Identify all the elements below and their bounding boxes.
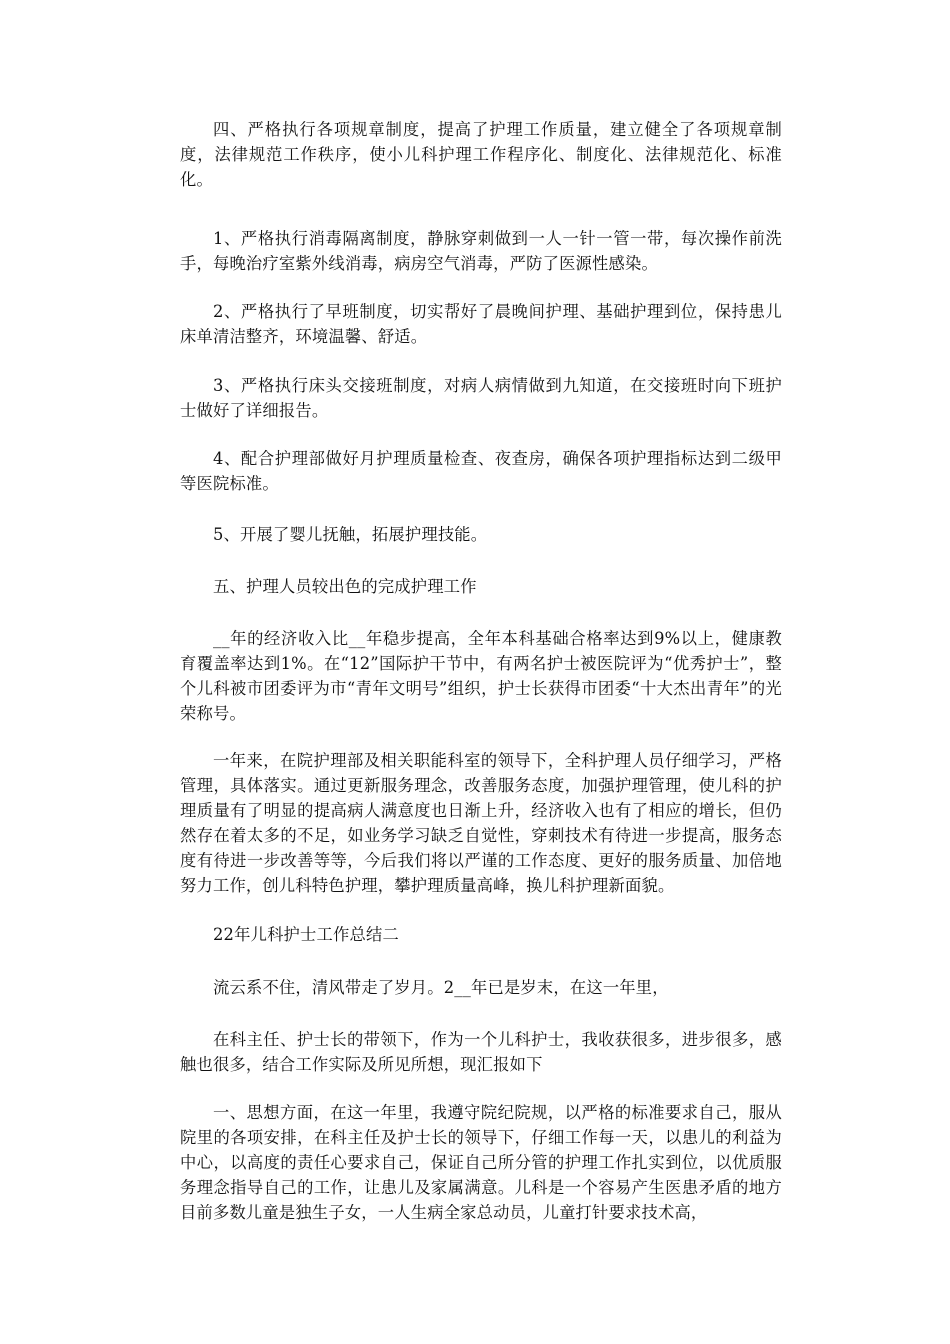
income-paragraph: __年的经济收入比__年稳步提高，全年本科基础合格率达到9%以上，健康教育覆盖率达到1%。在“12”国际护干节中，有两名护士被医院评为“优秀护士”，整个儿科被市团委评为市“青年文明号”组织，护士长获得市团委“十大杰出青年”的光荣称号。 [180, 629, 782, 723]
item-3-paragraph: 3、严格执行床头交接班制度，对病人病情做到九知道，在交接班时向下班护士做好了详细报告。 [180, 376, 782, 420]
item-4-paragraph: 4、配合护理部做好月护理质量检查、夜查房，确保各项护理指标达到二级甲等医院标准。 [180, 449, 782, 493]
year-review-paragraph: 一年来，在院护理部及相关职能科室的领导下，全科护理人员仔细学习，严格管理，具体落实。通过更新服务理念，改善服务态度，加强护理管理，使儿科的护理质量有了明显的提高病人满意度也日渐上升，经济收入也有了相应的增长，但仍然存在着太多的不足，如业务学习缺乏自觉性，穿刺技术有待进一步提高，服务态度有待进一步改善等等，今后我们将以严谨的工作态度、更好的服务质量、加倍地努力工作，创儿科特色护理，攀护理质量高峰，换儿科护理新面貌。 [180, 751, 782, 895]
ideology-paragraph: 一、思想方面，在这一年里，我遵守院纪院规，以严格的标准要求自己，服从院里的各项安排，在科主任及护士长的领导下，仔细工作每一天，以患儿的利益为中心，以高度的责任心要求自己，保证自己所分管的护理工作扎实到位，以优质服务理念指导自己的工作，让患儿及家属满意。儿科是一个容易产生医患矛盾的地方目前多数儿童是独生子女，一人生病全家总动员，儿童打针要求技术高， [180, 1103, 782, 1222]
summary-two-title: 22年儿科护士工作总结二 [213, 925, 399, 944]
intro-paragraph: 流云系不住，清风带走了岁月。2__年已是岁末，在这一年里， [213, 978, 669, 997]
item-1-paragraph: 1、严格执行消毒隔离制度，静脉穿刺做到一人一针一管一带，每次操作前洗手，每晚治疗室紫外线消毒，病房空气消毒，严防了医源性感染。 [180, 229, 782, 273]
report-intro-paragraph: 在科主任、护士长的带领下，作为一个儿科护士，我收获很多，进步很多，感触也很多，结合工作实际及所见所想，现汇报如下 [180, 1030, 782, 1074]
item-2-paragraph: 2、严格执行了早班制度，切实帮好了晨晚间护理、基础护理到位，保持患儿床单清洁整齐，环境温馨、舒适。 [180, 302, 782, 346]
section-five-heading: 五、护理人员较出色的完成护理工作 [213, 577, 477, 596]
item-5-paragraph: 5、开展了婴儿抚触，拓展护理技能。 [213, 525, 488, 544]
section-four-paragraph: 四、严格执行各项规章制度，提高了护理工作质量，建立健全了各项规章制度，法律规范工作秩序，使小儿科护理工作程序化、制度化、法律规范化、标准化。 [180, 120, 782, 189]
